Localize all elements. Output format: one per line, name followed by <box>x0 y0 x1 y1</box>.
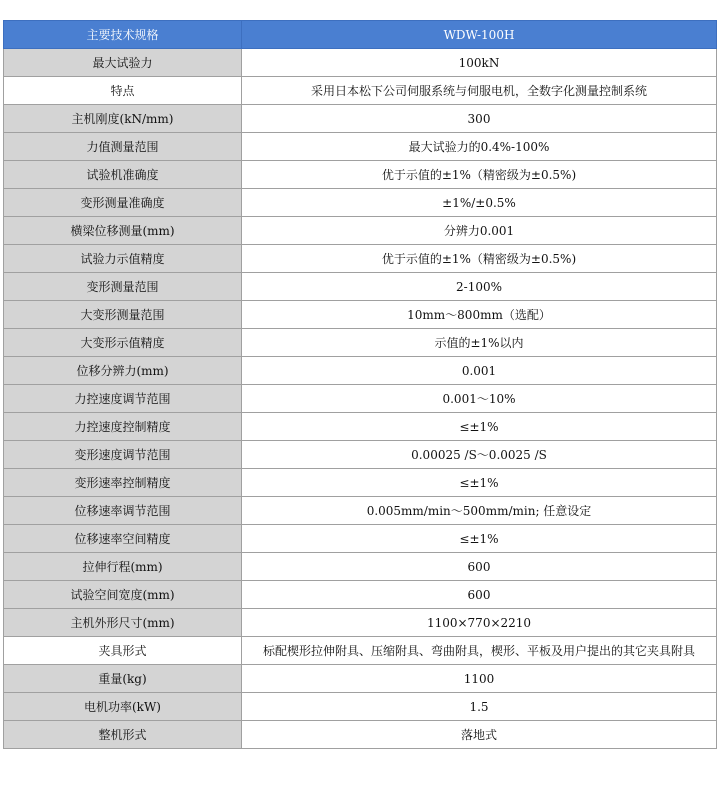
table-row <box>4 413 717 441</box>
row-value: 0.001～10% <box>242 385 717 413</box>
table-row <box>4 245 717 273</box>
row-label: 最大试验力 <box>4 49 242 77</box>
table-row <box>4 273 717 301</box>
table-row <box>4 469 717 497</box>
table-row <box>4 161 717 189</box>
row-label: 夹具形式 <box>4 637 242 665</box>
row-value: 600 <box>242 581 717 609</box>
row-label: 拉伸行程(mm) <box>4 553 242 581</box>
table-row <box>4 721 717 749</box>
row-value: ≤±1% <box>242 525 717 553</box>
row-label: 力控速度调节范围 <box>4 385 242 413</box>
table-header-row <box>4 21 717 49</box>
spec-table <box>3 20 717 749</box>
table-row <box>4 553 717 581</box>
row-value: 2-100% <box>242 273 717 301</box>
row-value: 优于示值的±1%（精密级为±0.5%) <box>242 161 717 189</box>
row-label: 主机刚度(kN/mm) <box>4 105 242 133</box>
row-label: 变形测量准确度 <box>4 189 242 217</box>
table-row <box>4 133 717 161</box>
row-value: 优于示值的±1%（精密级为±0.5%) <box>242 245 717 273</box>
row-value: 落地式 <box>242 721 717 749</box>
table-row <box>4 189 717 217</box>
row-value: 示值的±1%以内 <box>242 329 717 357</box>
row-value: 10mm～800mm（选配） <box>242 301 717 329</box>
row-value: ≤±1% <box>242 413 717 441</box>
row-value: 1100×770×2210 <box>242 609 717 637</box>
row-label: 试验空间宽度(mm) <box>4 581 242 609</box>
table-row <box>4 609 717 637</box>
row-value: 分辨力0.001 <box>242 217 717 245</box>
row-value: 0.00025 /S～0.0025 /S <box>242 441 717 469</box>
spec-rows <box>4 49 717 749</box>
row-label: 试验机准确度 <box>4 161 242 189</box>
table-row <box>4 525 717 553</box>
table-row <box>4 385 717 413</box>
row-label: 试验力示值精度 <box>4 245 242 273</box>
row-value: 0.005mm/min～500mm/min; 任意设定 <box>242 497 717 525</box>
row-label: 重量(kg) <box>4 665 242 693</box>
row-value: 标配楔形拉伸附具、压缩附具、弯曲附具，楔形、平板及用户提出的其它夹具附具 <box>242 637 717 665</box>
table-row <box>4 217 717 245</box>
row-label: 变形速率控制精度 <box>4 469 242 497</box>
row-label: 力值测量范围 <box>4 133 242 161</box>
table-row <box>4 357 717 385</box>
table-row <box>4 693 717 721</box>
row-label: 横梁位移测量(mm) <box>4 217 242 245</box>
table-row <box>4 441 717 469</box>
row-value: 最大试验力的0.4%-100% <box>242 133 717 161</box>
header-value-cell: WDW-100H <box>242 21 717 49</box>
row-value: 0.001 <box>242 357 717 385</box>
row-value: 1100 <box>242 665 717 693</box>
row-value: 100kN <box>242 49 717 77</box>
table-row <box>4 329 717 357</box>
row-label: 大变形示值精度 <box>4 329 242 357</box>
table-row <box>4 637 717 665</box>
row-value: 600 <box>242 553 717 581</box>
row-label: 特点 <box>4 77 242 105</box>
row-label: 力控速度控制精度 <box>4 413 242 441</box>
row-value: 采用日本松下公司伺服系统与伺服电机，全数字化测量控制系统 <box>242 77 717 105</box>
table-row <box>4 105 717 133</box>
row-label: 变形速度调节范围 <box>4 441 242 469</box>
row-value: 1.5 <box>242 693 717 721</box>
table-row <box>4 665 717 693</box>
row-value: ±1%/±0.5% <box>242 189 717 217</box>
row-value: 300 <box>242 105 717 133</box>
row-label: 整机形式 <box>4 721 242 749</box>
row-label: 变形测量范围 <box>4 273 242 301</box>
header-label-cell: 主要技术规格 <box>4 21 242 49</box>
row-label: 位移分辨力(mm) <box>4 357 242 385</box>
row-label: 主机外形尺寸(mm) <box>4 609 242 637</box>
row-label: 大变形测量范围 <box>4 301 242 329</box>
table-row <box>4 301 717 329</box>
table-row <box>4 497 717 525</box>
row-label: 位移速率空间精度 <box>4 525 242 553</box>
row-label: 电机功率(kW) <box>4 693 242 721</box>
row-value: ≤±1% <box>242 469 717 497</box>
table-row <box>4 77 717 105</box>
table-row <box>4 581 717 609</box>
table-row <box>4 49 717 77</box>
row-label: 位移速率调节范围 <box>4 497 242 525</box>
